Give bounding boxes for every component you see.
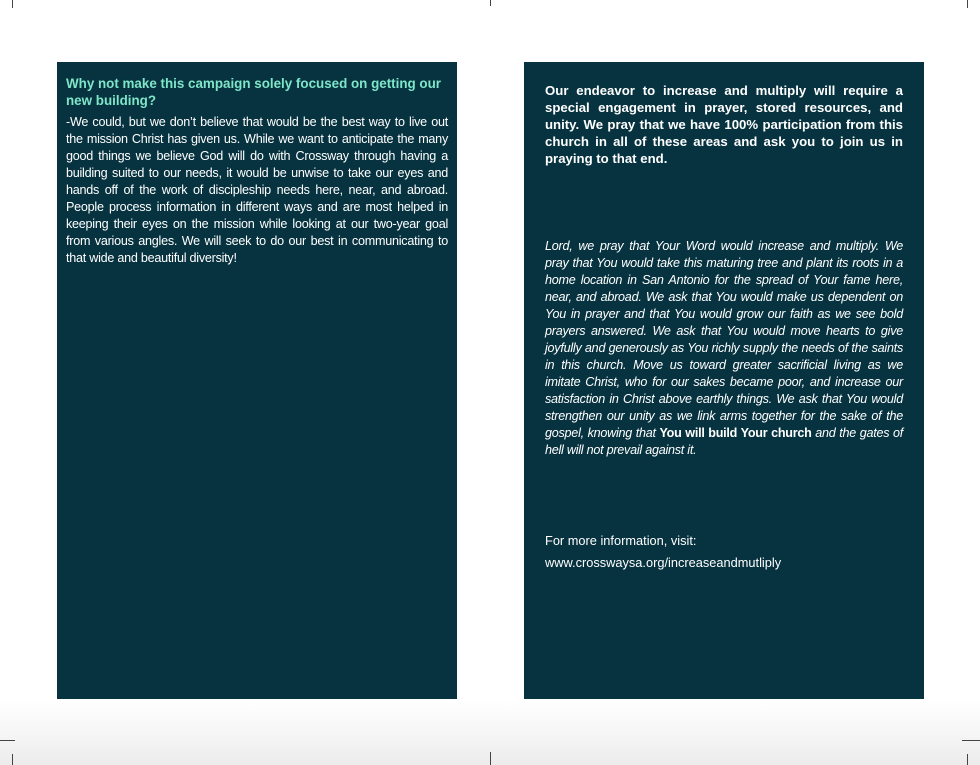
crop-mark-top-right — [967, 0, 968, 8]
crop-mark-top-center — [490, 0, 491, 6]
more-info-label: For more information, visit: — [545, 533, 697, 548]
right-page-panel — [524, 62, 924, 699]
prayer-emphasis: You will build Your church — [659, 426, 812, 440]
crop-mark-bottom-left-h — [0, 740, 15, 741]
prayer-text-end: and the gates of hell will not prevail against it. — [545, 426, 903, 457]
left-page-panel — [57, 62, 457, 699]
crop-mark-bottom-right-h — [962, 740, 980, 741]
faq-answer: -We could, but we don’t believe that would be the best way to live out the mission Christ has given us. While we want to anticipate the many good things we believe God will do with Crossway through having a building suited to our needs, it would be unwise to take our eyes and hands off of the work of discipleship needs here, near, and abroad. People process information in different ways and are most helped in keeping their eyes on the mission while looking at our two-year goal from various angles. We will seek to do our best in communicating to that wide and beautiful diversity! — [66, 115, 448, 265]
website-link[interactable]: www.crosswaysa.org/increaseandmutliply — [545, 555, 782, 570]
faq-question: Why not make this campaign solely focused on getting our new building? — [66, 76, 441, 108]
crop-mark-bottom-right-v — [967, 754, 968, 765]
crop-mark-top-left — [12, 0, 13, 8]
prayer-text-start: Lord, we pray that Your Word would increase and multiply. We pray that You would take this maturing tree and plant its roots in a home location in San Antonio for the spread of Your fame here, near, and abroad. We ask that You would make us dependent on You in prayer and that You would grow our faith as we see bold prayers answered. We ask that You would move hearts to give joyfully and generously as You richly supply the needs of the saints in this church. Move us toward greater sacrificial living as we imitate Christ, who for our sakes became poor, and increase our satisfaction in Christ above earthly things. We ask that You would strengthen our unity as we link arms together for the sake of the gospel, knowing that — [545, 239, 903, 440]
prayer-paragraph — [545, 238, 903, 459]
intro-paragraph: Our endeavor to increase and multiply will require a special engagement in prayer, stored resources, and unity. We pray that we have 100% participation from this church in all of these areas and ask you to join us in praying to that end. — [545, 83, 903, 166]
crop-mark-bottom-left-v — [12, 754, 13, 765]
crop-mark-bottom-center — [490, 752, 491, 765]
